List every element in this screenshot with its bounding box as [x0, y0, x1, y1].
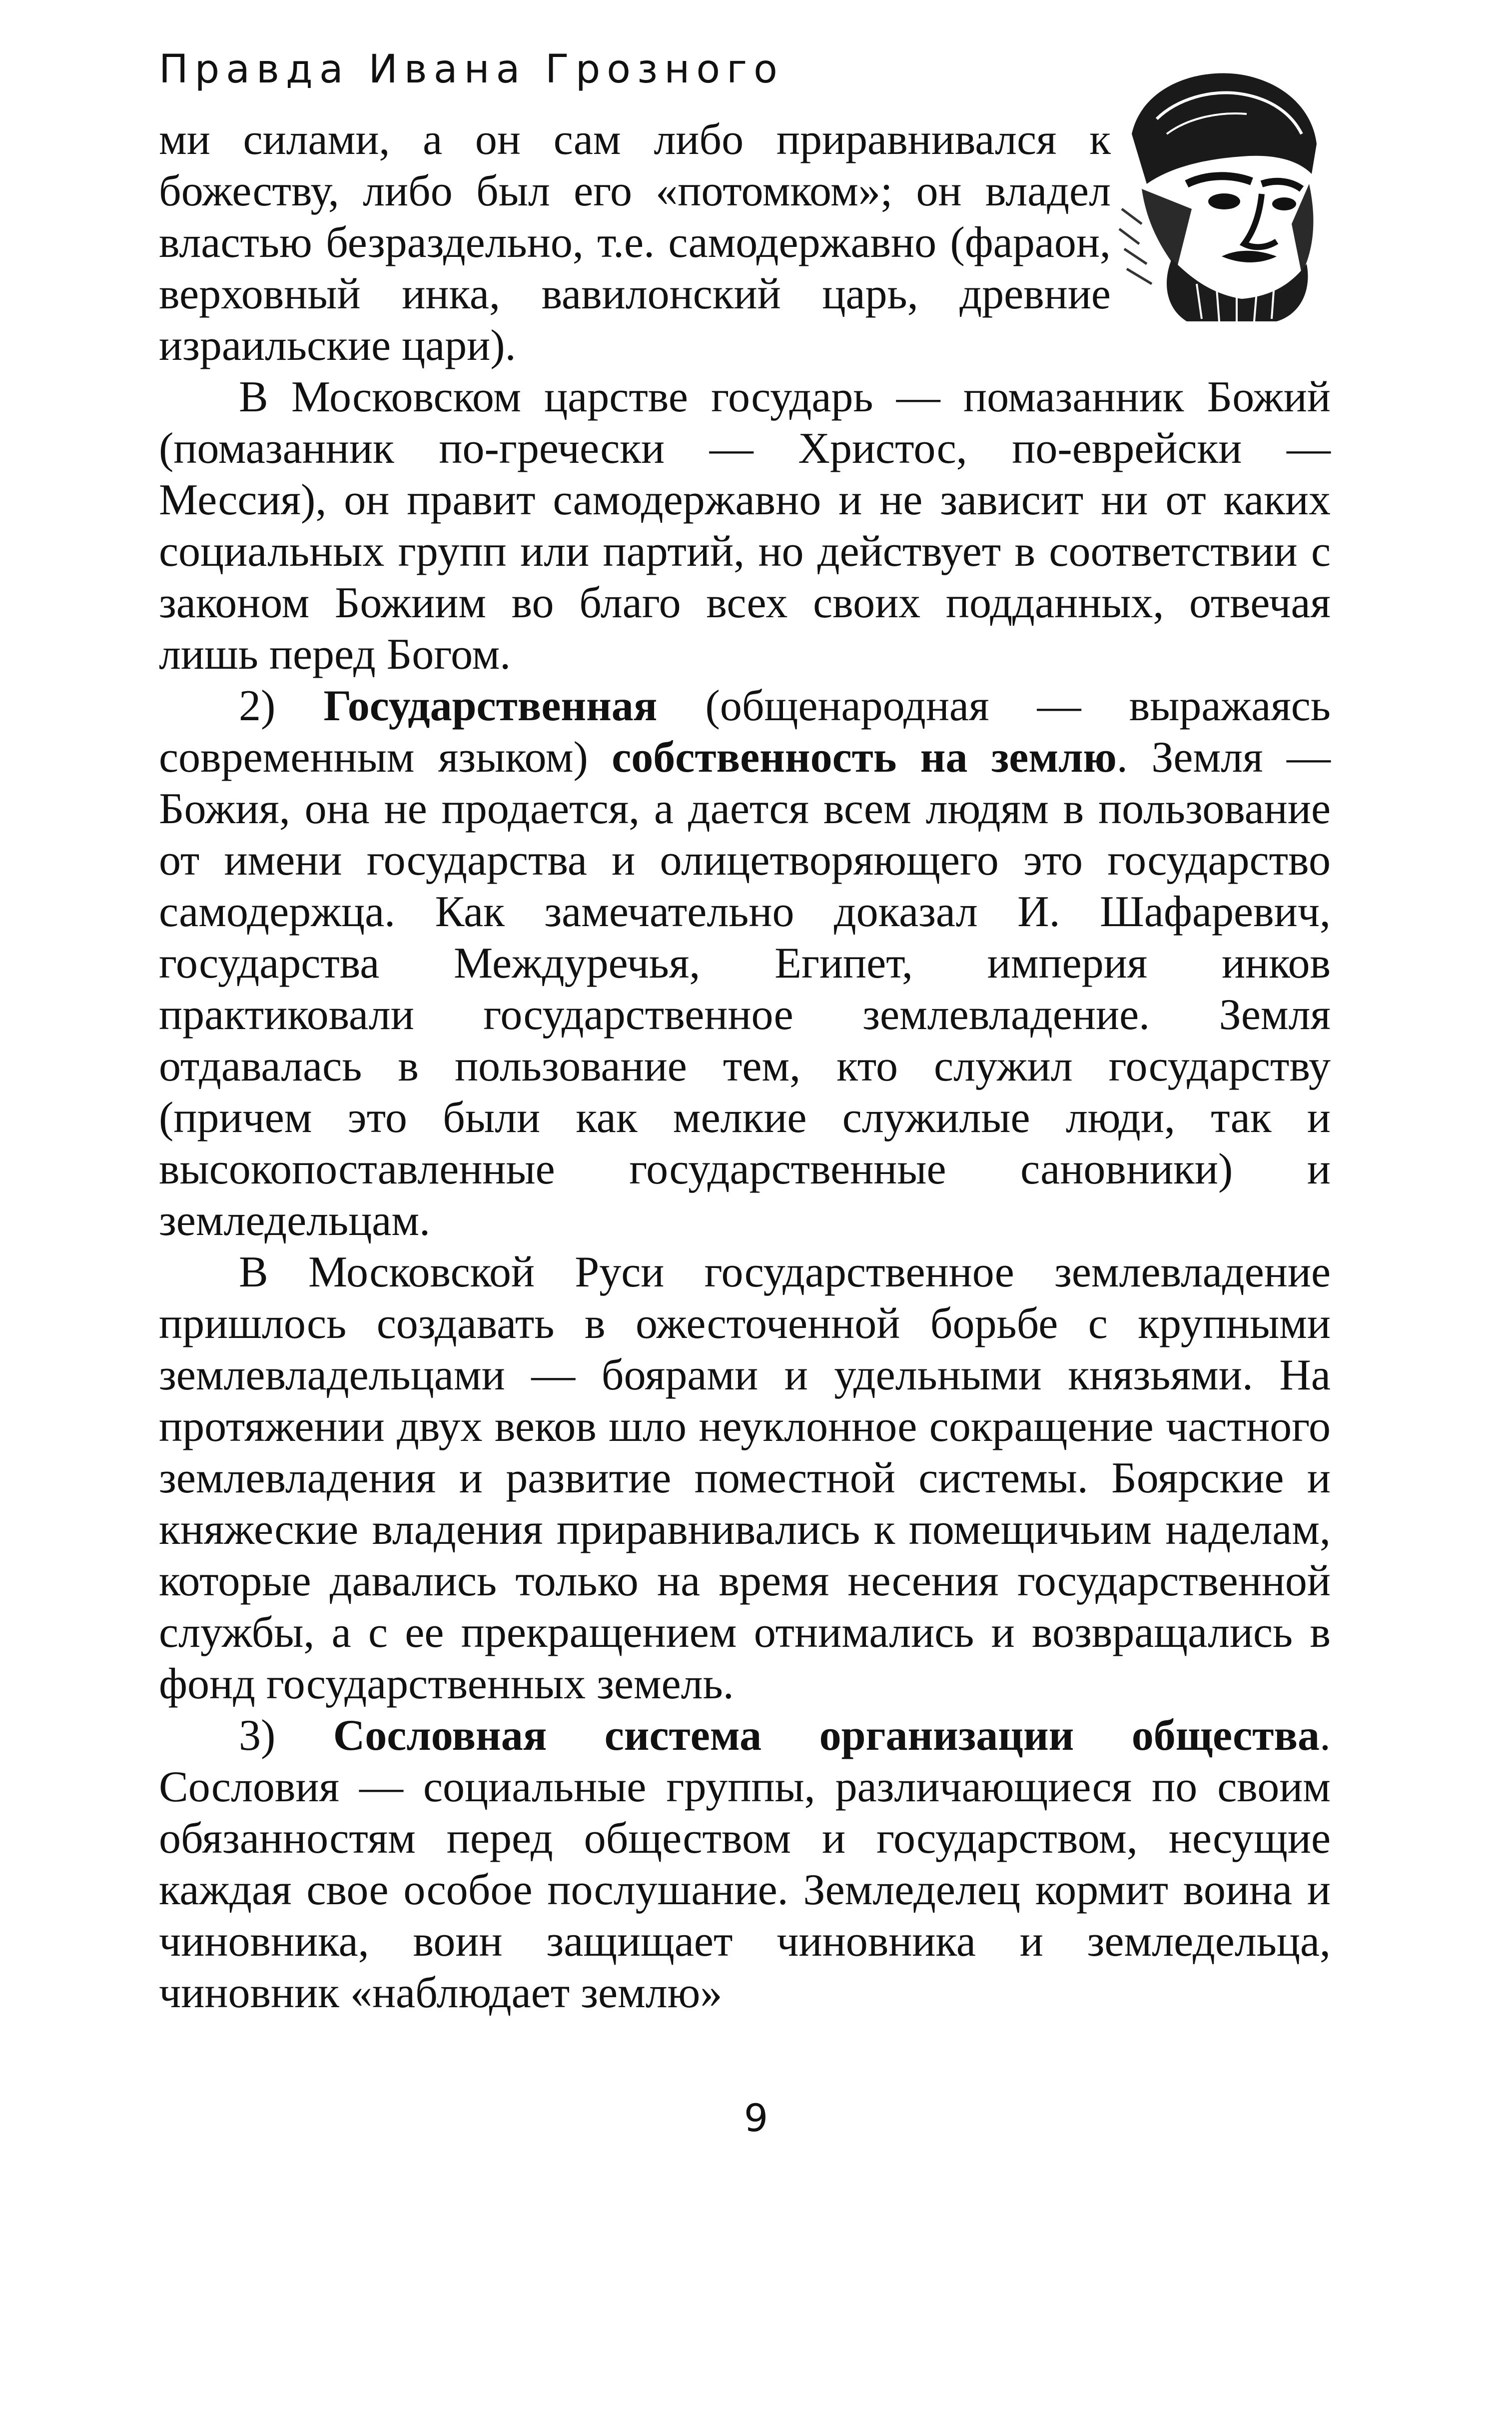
paragraph-3-rest: . Земля — Божия, она не продается, а дается всем людям в пользование от имени государства и олицетворяющего это государство самодержца. Как замечательно доказал И. Шафаревич, государства Междуречья, Египет, империя инков практиковали государственное землевладение. Земля отдавалась в пользование тем, кто служил государству (причем это были как мелкие служилые люди, так и высокопоставленные государственные сановники) и земледельцам.	[159, 733, 1331, 1245]
paragraph-3-lead: 2)	[239, 682, 324, 730]
paragraph-3-bold-b: собственность на землю	[612, 733, 1117, 782]
paragraph-1: ми силами, а он сам либо приравнивался к божеству, либо был его «потомком»; он владел властью безраздельно, т.е. самодержавно (фараон, верховный инка, вавилонский царь, древние израильские цари).	[159, 115, 1111, 370]
paragraph-5-rest: . Сословия — социальные группы, различающиеся по своим обязанностям перед обществом и государством, несущие каждая свое особое послушание. Земледелец кормит воина и чиновника, воин защищает чиновника и земледельца, чиновник «наблюдает землю»	[159, 1711, 1331, 2017]
running-title: Правда Ивана Грозного	[159, 47, 784, 92]
paragraph-3-bold-a: Государственная	[323, 682, 658, 730]
paragraph-3-mid: (общенародная — выражаясь современным языком)	[159, 682, 1331, 782]
page-number: 9	[744, 2096, 768, 2140]
paragraph-2: В Московском царстве государь — помазанник Божий (помазанник по-гречески — Христос, по-еврейски — Мессия), он правит самодержавно и не зависит ни от каких социальных групп или партий, но действует в соответствии с законом Божиим во благо всех своих подданных, отвечая лишь перед Богом.	[159, 373, 1331, 679]
paragraph-3	[159, 680, 1331, 1246]
paragraph-5	[159, 1710, 1331, 2019]
paragraph-5-lead: 3)	[239, 1711, 333, 1760]
paragraph-5-bold-a: Сословная система организации общества	[333, 1711, 1320, 1760]
body-text	[159, 114, 1331, 2019]
paragraph-4: В Московской Руси государственное землевладение пришлось создавать в ожесточенной борьбе с крупными землевладельцами — боярами и удельными князьями. На протяжении двух веков шло неуклонное сокращение частного землевладения и развитие поместной системы. Боярские и княжеские владения приравнивались к помещичьим наделам, которые давались только на время несения государственной службы, а с ее прекращением отнимались и возвращались в фонд государственных земель.	[159, 1248, 1331, 1708]
